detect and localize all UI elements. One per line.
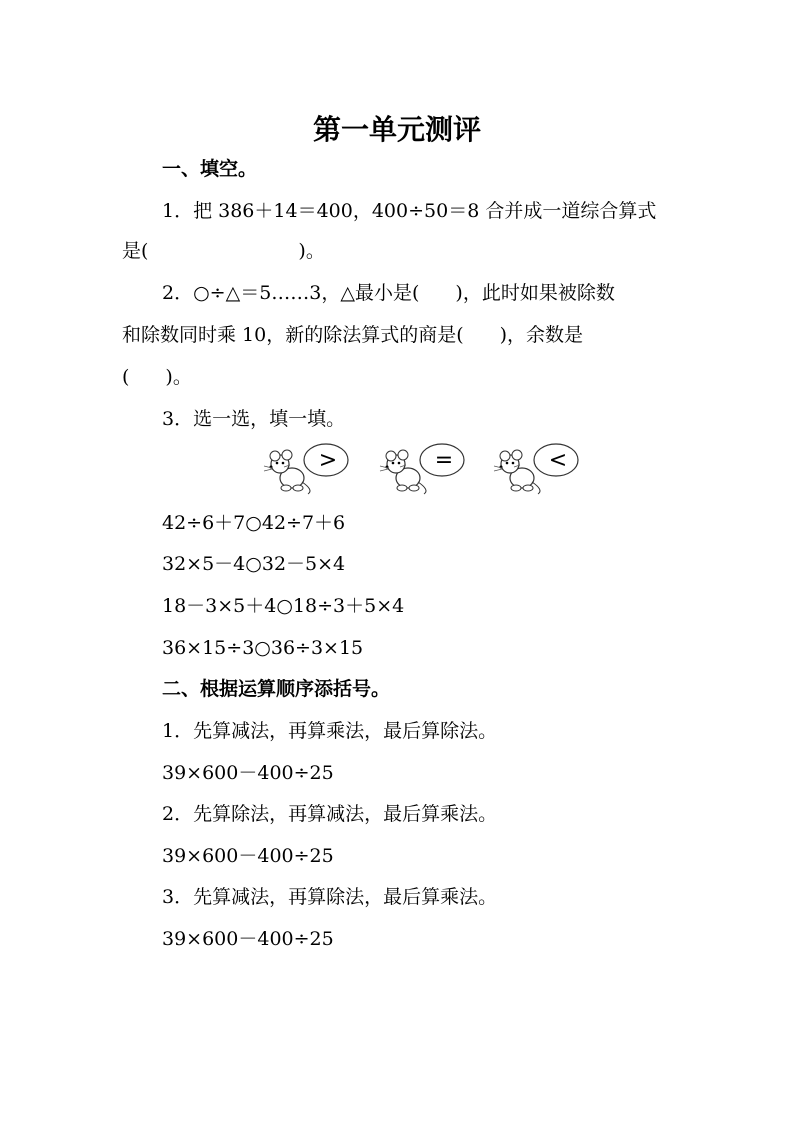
s2-item2-text: 2．先算除法，再算减法，最后算乘法。	[162, 803, 498, 825]
compare-expr-4: 36×15÷3○36÷3×15	[162, 637, 364, 659]
greater-than-symbol: >	[318, 448, 338, 473]
compare-expr-1: 42÷6＋7○42÷7＋6	[162, 512, 346, 534]
q2-line3-post: )。	[165, 366, 192, 388]
q1-line2	[122, 238, 325, 264]
compare-expr-2: 32×5－4○32－5×4	[162, 553, 346, 575]
q2-line1-pre: 2．○÷△＝5……3，△最小是(	[162, 282, 420, 304]
s2-item2-expr: 39×600－400÷25	[162, 845, 334, 867]
q2-line3-pre: (	[122, 366, 130, 388]
q2-line1-post: )，此时如果被除数	[455, 282, 615, 304]
less-than-symbol: <	[548, 448, 568, 473]
s2-item1-expr: 39×600－400÷25	[162, 762, 334, 784]
mouse-less-card	[492, 440, 580, 496]
q3-text: 3．选一选，填一填。	[162, 408, 346, 430]
s2-item3-text: 3．先算减法，再算除法，最后算乘法。	[162, 886, 498, 908]
mouse-equal-card	[378, 440, 466, 496]
section1-heading: 一、填空。	[162, 158, 258, 180]
section2-heading: 二、根据运算顺序添括号。	[162, 678, 391, 700]
s2-item3-expr: 39×600－400÷25	[162, 928, 334, 950]
q1-line1: 1．把 386＋14＝400，400÷50＝8 合并成一道综合算式	[162, 200, 657, 222]
page-title: 第一单元测评	[312, 113, 481, 146]
mouse-greater-card	[262, 440, 350, 496]
q2-line3	[122, 364, 192, 390]
q2-line1	[162, 280, 615, 306]
q2-line2-pre: 和除数同时乘 10，新的除法算式的商是(	[122, 324, 464, 346]
mouse-symbol-row	[262, 440, 582, 500]
q2-line2	[122, 322, 583, 348]
s2-item1-text: 1．先算减法，再算乘法，最后算除法。	[162, 720, 498, 742]
q2-line2-post: )，余数是	[499, 324, 584, 346]
q1-line2-pre: 是(	[122, 240, 149, 262]
compare-expr-3: 18－3×5＋4○18÷3＋5×4	[162, 595, 405, 617]
q1-line2-post: )。	[298, 240, 325, 262]
equal-symbol: =	[434, 448, 454, 473]
